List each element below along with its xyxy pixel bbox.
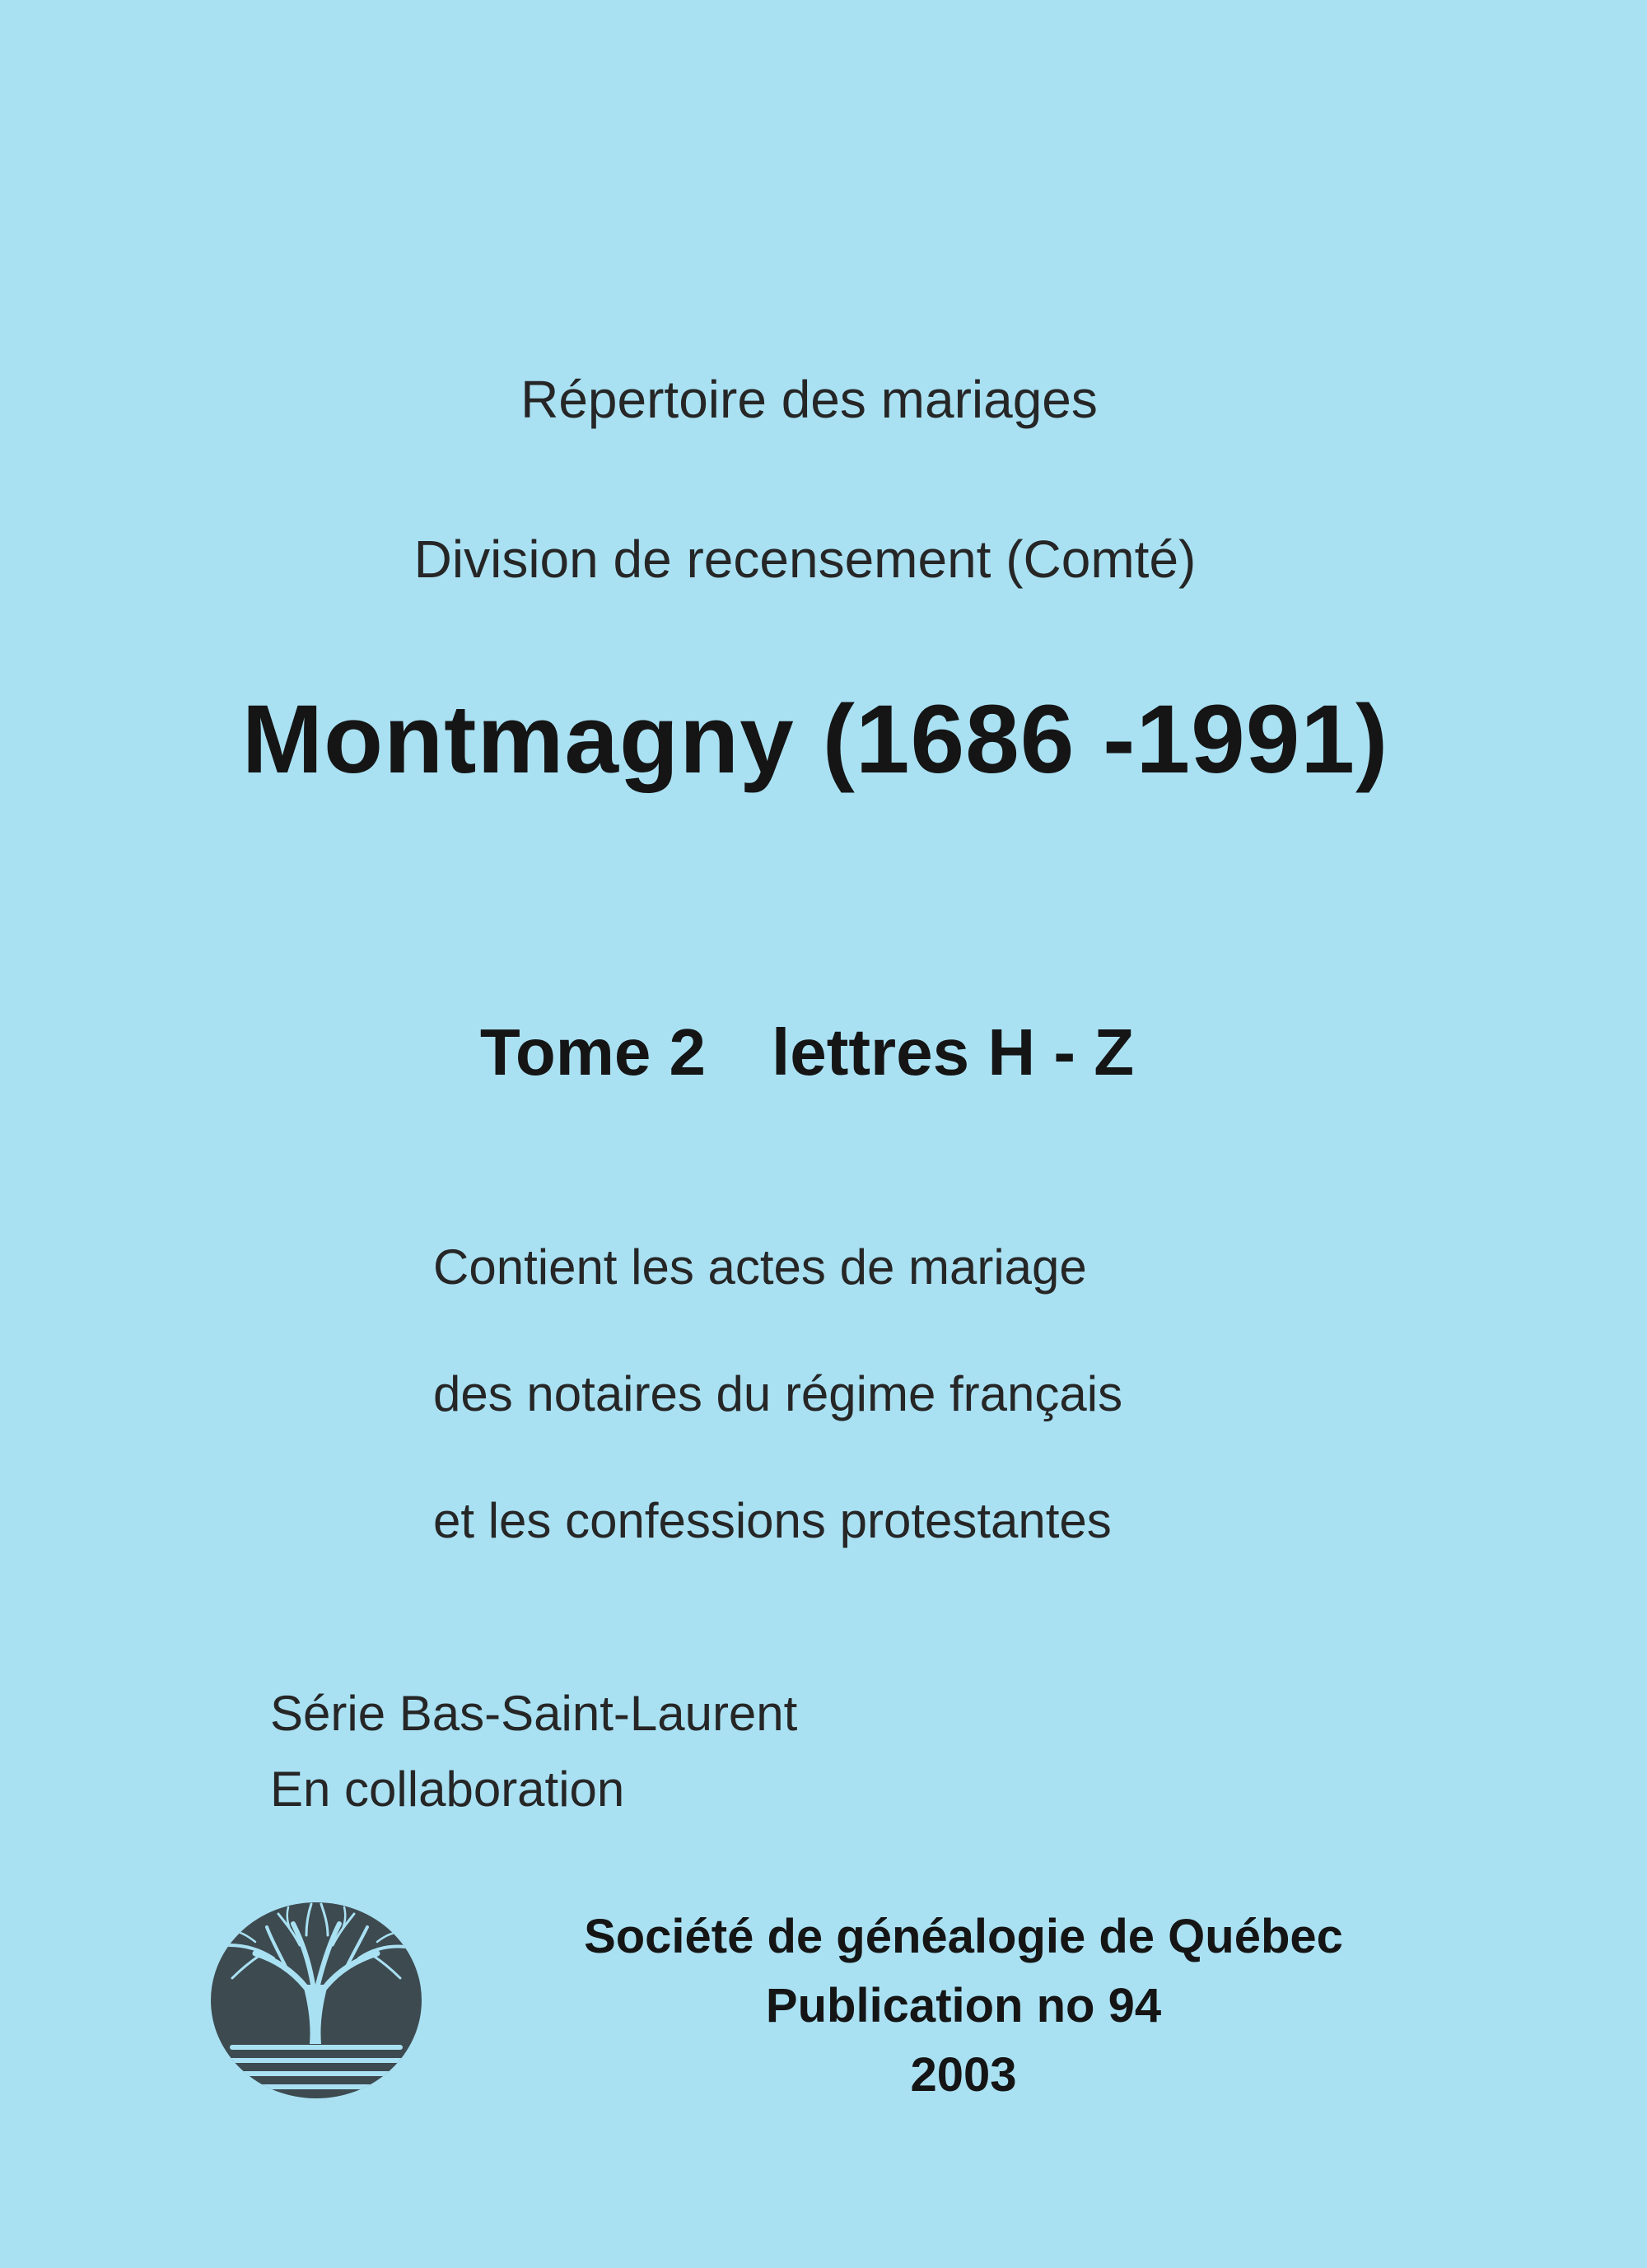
collaboration-label: En collaboration: [270, 1762, 625, 1817]
division-heading: Division de recensement (Comté): [413, 530, 1197, 589]
publisher-name: Société de généalogie de Québec: [584, 1910, 1343, 1963]
page-title: Montmagny (1686 -1991): [241, 685, 1389, 794]
description-line-1: Contient les actes de mariage: [433, 1239, 1087, 1295]
series-label: Série Bas-Saint-Laurent: [270, 1686, 798, 1741]
publication-year: 2003: [910, 2048, 1017, 2102]
letters-label: lettres H - Z: [772, 1015, 1135, 1089]
tree-logo-icon: [208, 1899, 425, 2102]
repertoire-heading: Répertoire des mariages: [520, 370, 1098, 429]
description-line-3: et les confessions protestantes: [433, 1493, 1112, 1548]
publication-number: Publication no 94: [765, 1979, 1162, 2032]
tome-label: Tome 2: [479, 1015, 707, 1089]
description-line-2: des notaires du régime français: [433, 1366, 1123, 1421]
tome-heading: [0, 1015, 1614, 1090]
